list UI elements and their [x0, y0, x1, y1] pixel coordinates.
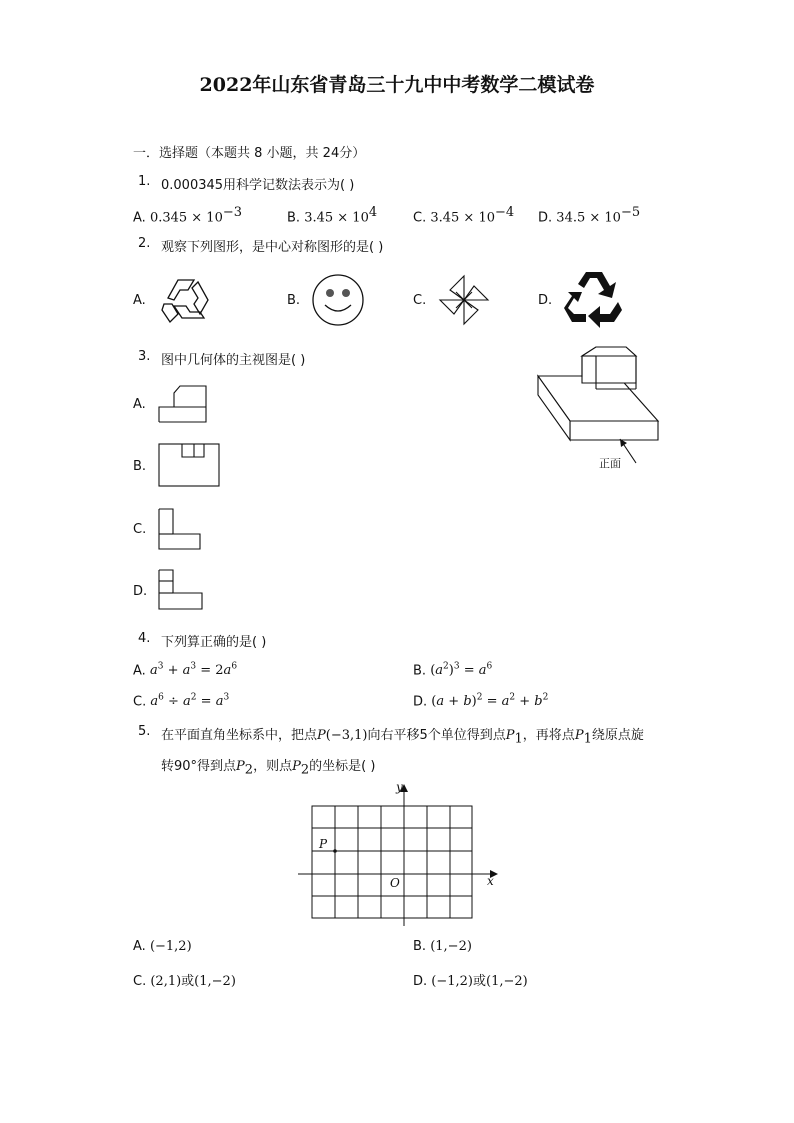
section-heading: 一．选择题（本题共 8 小题，共 24分）	[133, 146, 366, 161]
front-view-option-b[interactable]	[158, 443, 220, 487]
q3-stem: 图中几何体的主视图是( )	[161, 353, 306, 368]
interlocking-triangle-figure[interactable]	[158, 272, 214, 328]
smiley-face-figure[interactable]	[310, 272, 366, 328]
q5-text: ，再将点	[522, 728, 575, 743]
point-p-label: P	[319, 837, 328, 851]
option-value: (2,1)或(1,−2)	[150, 974, 236, 989]
q2-label-b[interactable]: B.	[287, 293, 301, 308]
q5-option-d[interactable]	[413, 970, 528, 989]
recycle-symbol-figure[interactable]	[564, 268, 624, 330]
q4-option-b[interactable]	[413, 662, 492, 678]
option-value: (−1,2)	[149, 939, 192, 954]
point-p2: P	[236, 759, 245, 774]
x-axis-label: x	[487, 874, 494, 888]
option-formula: $(a^2)^3 = a^6$	[430, 662, 493, 679]
q1-number: 1.	[138, 174, 151, 189]
option-label: D.	[413, 694, 428, 710]
point-p-coords: P(−3,1)	[317, 728, 368, 743]
q5-text: 向右平移5个单位得到点	[367, 728, 506, 743]
option-label: C.	[413, 210, 427, 226]
option-label: B.	[287, 210, 301, 226]
q5-stem-line1: 在平面直角坐标系中，把点P(−3,1)向右平移5个单位得到点$P_1$，再将点$P_1$绕原点旋	[161, 728, 644, 747]
option-label: D.	[413, 974, 428, 989]
q2-label-a[interactable]: A.	[133, 293, 146, 308]
option-formula: $(a + b)^2 = a^2 + b^2$	[431, 693, 549, 710]
option-label: A.	[133, 663, 146, 679]
point-p2: P	[292, 759, 301, 774]
q1-option-c[interactable]	[413, 205, 514, 225]
q2-stem: 观察下列图形，是中心对称图形的是( )	[161, 240, 384, 255]
geometric-solid-figure	[538, 343, 660, 473]
q5-option-c[interactable]	[133, 970, 236, 989]
q4-option-c[interactable]	[133, 693, 229, 709]
option-label: A.	[133, 939, 146, 954]
pinwheel-figure[interactable]	[436, 272, 492, 328]
option-label: B.	[413, 939, 427, 954]
front-view-option-d[interactable]	[158, 569, 204, 611]
option-label: D.	[538, 210, 553, 226]
option-value: (−1,2)或(1,−2)	[431, 974, 528, 989]
option-label: B.	[413, 663, 427, 679]
front-label: 正面	[599, 457, 621, 470]
option-label: C.	[133, 974, 147, 989]
option-exponent: −4	[495, 205, 515, 220]
q4-stem: 下列算正确的是( )	[161, 635, 267, 650]
option-exponent: −3	[222, 205, 243, 220]
q1-option-b[interactable]	[287, 205, 377, 225]
option-label: C.	[133, 694, 147, 710]
q5-option-b[interactable]	[413, 939, 472, 954]
q1-option-a[interactable]	[133, 205, 242, 225]
q4-option-d[interactable]	[413, 693, 548, 709]
q2-label-c[interactable]: C.	[413, 293, 427, 308]
q2-number: 2.	[138, 236, 151, 251]
q5-text: 转90°得到点	[161, 759, 237, 774]
page-title: 2022年山东省青岛三十九中中考数学二模试卷	[199, 74, 595, 96]
q1-option-d[interactable]	[538, 205, 640, 225]
q4-option-a[interactable]	[133, 662, 237, 678]
q5-text: ，则点	[253, 759, 293, 774]
origin-label: O	[390, 876, 400, 890]
q3-number: 3.	[138, 349, 151, 364]
point-p1: P	[505, 728, 515, 743]
q3-label-a[interactable]: A.	[133, 397, 146, 412]
option-label: A.	[133, 210, 146, 226]
front-view-option-c[interactable]	[158, 508, 202, 550]
option-exponent: −5	[620, 205, 641, 220]
q3-label-b[interactable]: B.	[133, 459, 147, 474]
q5-text: 绕原点旋	[591, 728, 644, 743]
point-p1: P	[574, 728, 584, 743]
option-value: 3.45 × 10	[430, 210, 496, 226]
option-formula: $a^3 + a^3 = 2a^6$	[149, 662, 238, 679]
option-value: 34.5 × 10	[556, 210, 621, 226]
y-axis-label: y	[396, 780, 403, 794]
q5-text: 的坐标是( )	[309, 759, 376, 774]
option-formula: $a^6 \div a^2 = a^3$	[150, 693, 230, 710]
q3-label-d[interactable]: D.	[133, 584, 148, 599]
option-exponent: 4	[368, 205, 378, 220]
q3-label-c[interactable]: C.	[133, 522, 147, 537]
option-value: 3.45 × 10	[304, 210, 369, 226]
q1-stem: 0.000345用科学记数法表示为( )	[161, 178, 355, 193]
q5-stem-line2: 转90°得到点$P_2$，则点$P_2$的坐标是( )	[161, 759, 376, 778]
q2-label-d[interactable]: D.	[538, 293, 553, 308]
q5-option-a[interactable]	[133, 939, 192, 954]
option-value: (1,−2)	[430, 939, 472, 954]
option-value: 0.345 × 10	[149, 210, 223, 226]
coordinate-grid	[296, 784, 498, 926]
front-view-option-a[interactable]	[158, 385, 208, 423]
q4-number: 4.	[138, 631, 151, 646]
q5-number: 5.	[138, 724, 151, 739]
q5-text: 在平面直角坐标系中，把点	[161, 728, 318, 743]
